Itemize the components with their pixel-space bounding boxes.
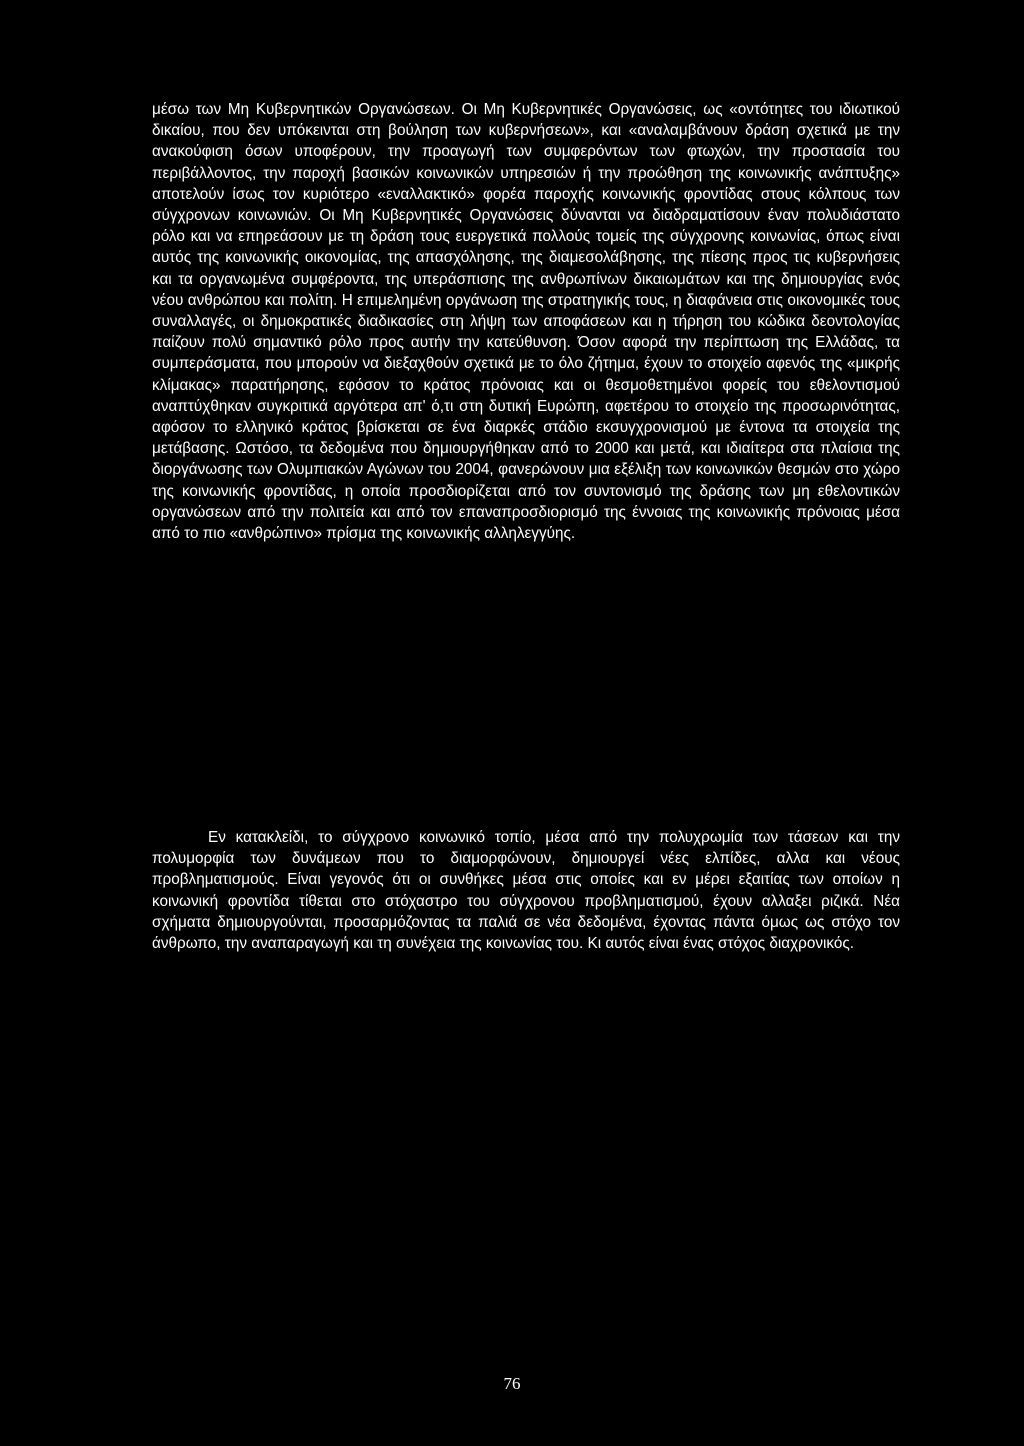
body-paragraph-2: Εν κατακλείδι, το σύγχρονο κοινωνικό τοπίο, μέσα από την πολυχρωμία των τάσεων και την πολυμορφία των δυνάμεων που το διαμορφώνουν, δημιουργεί νέες ελπίδες, αλλα και νέους προβληματισμούς. Είναι γεγονός ότι οι συνθήκες μέσα στις οποίες και εν μέρει εξαιτίας των οποίων η κοινωνική φροντίδα τίθεται στο στόχαστρο του σύγχρονου προβληματισμού, έχουν αλλαξει ριζικά. Νέα σχήματα δημιουργούνται, προσαρμόζοντας τα παλιά σε νέα δεδομένα, έχοντας πάντα όμως ως στόχο τον άνθρωπο, την αναπαραγωγή και τη συνέχεια της κοινωνίας του. Κι αυτός είναι ένας στόχος διαχρονικός. [152,829,900,953]
body-paragraph-1: μέσω των Μη Κυβερνητικών Οργανώσεων. Οι Μη Κυβερνητικές Οργανώσεις, ως «οντότητες του ιδιωτικού δικαίου, που δεν υπόκεινται στη βούληση των κυβερνήσεων», και «αναλαμβάνουν δράση σχετικά με την ανακούφιση όσων υποφέρουν, την προαγωγή των συμφερόντων των φτωχών, την προστασία του περιβάλλοντος, την παροχή βασικών κοινωνικών υπηρεσιών ή την προώθηση της κοινωνικής ανάπτυξης» αποτελούν ίσως τον κυριότερο «εναλλακτικό» φορέα παροχής κοινωνικής φροντίδας στους κόλπους των σύγχρονων κοινωνιών. Οι Μη Κυβερνητικές Οργανώσεις δύνανται να διαδραματίσουν έναν πολυδιάστατο ρόλο και να επηρεάσουν με τη δράση τους ευεργετικά πολλούς τομείς της σύγχρονης κοινωνίας, όπως είναι αυτός της κοινωνικής οικονομίας, της απασχόλησης, της διαμεσολάβησης, της πίεσης προς τις κυβερνήσεις και τα οργανωμένα συμφέροντα, της υπεράσπισης της ανθρωπίνων δικαιωμάτων και της δημιουργίας ενός νέου ανθρώπου και πολίτη. Η επιμελημένη οργάνωση της στρατηγικής τους, η διαφάνεια στις οικονομικές τους συναλλαγές, οι δημοκρατικές διαδικασίες στη λήψη των αποφάσεων και η τήρηση του κώδικα δεοντολογίας παίζουν πολύ σημαντικό ρόλο προς αυτήν την κατεύθυνση. Όσον αφορά την περίπτωση της Ελλάδας, τα συμπεράσματα, που μπορούν να διεξαχθούν σχετικά με το όλο ζήτημα, έχουν το στοιχείο αφενός της «μικρής κλίμακας» παρατήρησης, εφόσον το κράτος πρόνοιας και οι θεσμοθετημένοι φορείς του εθελοντισμού αναπτύχθηκαν συγκριτικά αργότερα απ' ό,τι στη δυτική Ευρώπη, αφετέρου το στοιχείο της προσωρινότητας, αφόσον το ελληνικό κράτος βρίσκεται σε ένα διαρκές στάδιο εκσυγχρονισμού με έντονα τα στοιχεία της μετάβασης. Ωστόσο, τα δεδομένα που δημιουργήθηκαν από το 2000 και μετά, και ιδιαίτερα στα πλαίσια της διοργάνωσης των Ολυμπιακών Αγώνων του 2004, φανερώνουν μια εξέλιξη των κοινωνικών θεσμών στο χώρο της κοινωνικής φροντίδας, η οποία προσδιορίζεται από τον συντονισμό της δράσης των μη εθελοντικών οργανώσεων από την πολιτεία και από τον επαναπροσδιορισμό της έννοιας της κοινωνικής πρόνοιας μέσα από το πιο «ανθρώπινο» πρίσμα της κοινωνικής αλληλεγγύης. [152,101,900,543]
page-number: 76 [503,1374,521,1393]
